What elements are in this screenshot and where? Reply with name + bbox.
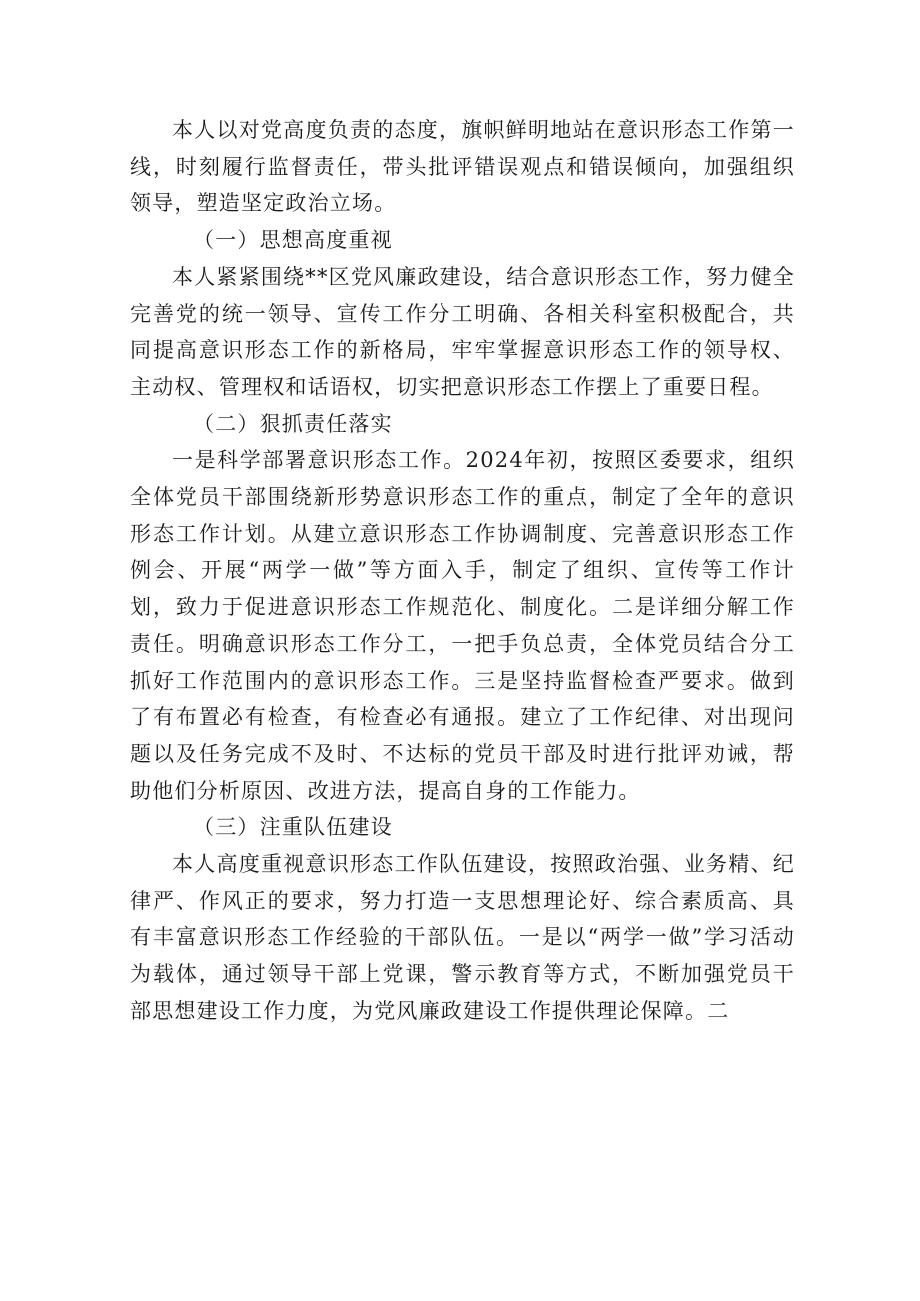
- section-1-paragraph: 本人紧紧围绕**区党风廉政建设，结合意识形态工作，努力健全完善党的统一领导、宣传工作分工明确、各相关科室积极配合，共同提高意识形态工作的新格局，牢牢掌握意识形态工作的领导权、主动权、管理权和话语权，切实把意识形态工作摆上了重要日程。: [130, 264, 795, 399]
- section-2-paragraph: 一是科学部署意识形态工作。2024年初，按照区委要求，组织全体党员干部围绕新形势意识形态工作的重点，制定了全年的意识形态工作计划。从建立意识形态工作协调制度、完善意识形态工作例会、开展“两学一做”等方面入手，制定了组织、宣传等工作计划，致力于促进意识形态工作规范化、制度化。二是详细分解工作责任。明确意识形态工作分工，一把手负总责，全体党员结合分工抓好工作范围内的意识形态工作。三是坚持监督检查严要求。做到了有布置必有检查，有检查必有通报。建立了工作纪律、对出现问题以及任务完成不及时、不达标的党员干部及时进行批评劝诫，帮助他们分析原因、改进方法，提高自身的工作能力。: [130, 448, 795, 803]
- section-heading-2: （二）狠抓责任落实: [193, 411, 393, 436]
- section-heading-3: （三）注重队伍建设: [193, 815, 393, 840]
- intro-paragraph: 本人以对党高度负责的态度，旗帜鲜明地站在意识形态工作第一线，时刻履行监督责任，带头批评错误观点和错误倾向，加强组织领导，塑造坚定政治立场。: [130, 118, 795, 216]
- section-3-paragraph: 本人高度重视意识形态工作队伍建设，按照政治强、业务精、纪律严、作风正的要求，努力打造一支思想理论好、综合素质高、具有丰富意识形态工作经验的干部队伍。一是以“两学一做”学习活动为载体，通过领导干部上党课，警示教育等方式，不断加强党员干部思想建设工作力度，为党风廉政建设工作提供理论保障。二: [130, 852, 795, 1023]
- section-heading-1: （一）思想高度重视: [193, 228, 393, 253]
- document-body: [130, 112, 795, 1030]
